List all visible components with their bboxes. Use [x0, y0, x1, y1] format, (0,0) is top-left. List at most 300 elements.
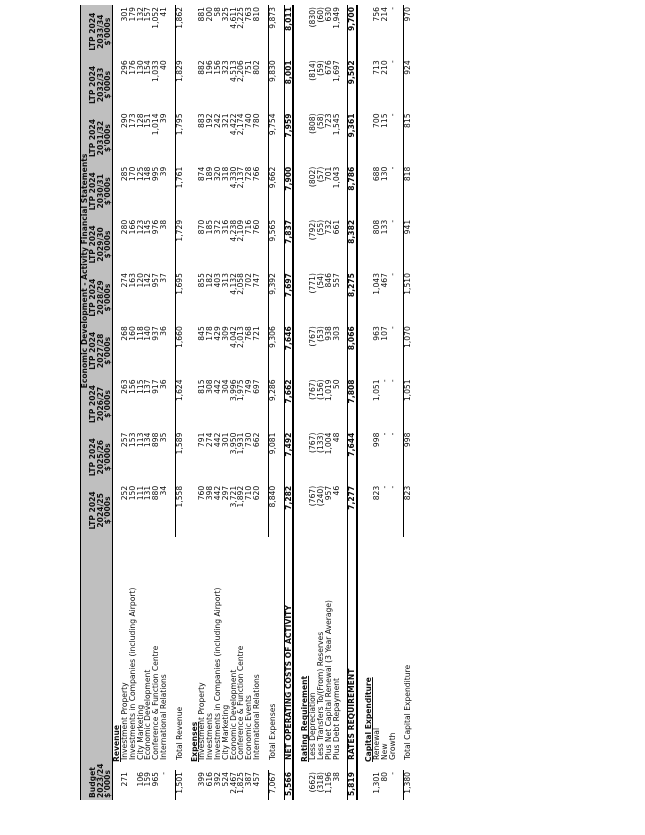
budget-value: 271 [120, 772, 130, 787]
ltp-value: 189 [205, 166, 215, 182]
blank-cell [277, 377, 285, 430]
ltp-value: 467 [379, 273, 389, 288]
ltp-value: 766 [252, 166, 262, 182]
ltp-value: 154 [143, 60, 153, 75]
ltp-value: 723 [323, 113, 333, 128]
capital-row [381, 5, 389, 800]
ltp-value: 883 [197, 113, 207, 128]
ltp-value: 309 [220, 326, 230, 341]
ltp-value: 50 [331, 379, 341, 390]
ltp-value: 39 [159, 113, 169, 124]
ltp-value: 156 [213, 60, 223, 75]
ltp-value: 4,330 [228, 166, 238, 189]
ltp-value: 976 [151, 219, 161, 235]
ltp-value: 701 [323, 166, 333, 182]
row-label: City Marketing [135, 704, 145, 760]
ltp-value: 178 [205, 326, 215, 341]
ltp-value: 3,996 [228, 379, 238, 402]
ltp-header: LTP 2024 [89, 111, 97, 164]
ltp-value: 710 [244, 485, 254, 501]
blank-cell [277, 431, 285, 484]
ltp-value: 662 [252, 432, 262, 448]
ltp-value: 58 [213, 7, 223, 17]
blank-cell [277, 324, 285, 377]
ltp-value: 937 [151, 326, 161, 341]
budget-value: 387 [244, 772, 254, 787]
budget-value: - [387, 772, 397, 775]
ltp-value: 730 [244, 432, 254, 448]
ltp-value: 173 [127, 113, 137, 128]
ltp-value: 3,721 [228, 485, 238, 508]
ltp-value: 1,052 [151, 7, 161, 29]
ltp-value: 280 [120, 219, 130, 235]
ltp-value: 845 [197, 326, 207, 341]
ltp-value: 442 [213, 485, 223, 501]
ltp-value: 898 [151, 432, 161, 448]
ltp-value: 802 [252, 60, 262, 75]
ltp-value: 815 [404, 111, 412, 164]
blank-cell [357, 324, 365, 377]
blank-cell [293, 111, 301, 164]
ltp-value: 313 [220, 273, 230, 288]
ltp-value: 163 [127, 273, 137, 288]
ltp-value: 318 [220, 166, 230, 182]
ltp-value: 1,624 [175, 377, 183, 430]
ltp-value: 3,950 [228, 432, 238, 455]
budget-value: 5,819 [348, 770, 357, 800]
row-label: Plus Net Capital Renewal (3 Year Average) [323, 600, 333, 760]
blank-cell [357, 377, 365, 430]
ltp-value: 768 [244, 326, 254, 341]
row-label: New [379, 743, 389, 760]
ltp-value: 398 [205, 485, 215, 501]
ltp-value: 130 [135, 60, 145, 75]
ltp-value: - [387, 113, 397, 117]
ltp-value: 1,558 [175, 484, 183, 537]
ltp-value: 1,892 [236, 485, 246, 508]
ltp-value: 372 [213, 219, 223, 235]
ltp-value: 442 [213, 432, 223, 448]
ltp-value: 196 [205, 60, 215, 75]
header-row-unit [104, 5, 112, 800]
ltp-value: 1,729 [175, 218, 183, 271]
ltp-value: 7,837 [284, 218, 293, 271]
ltp-value: 268 [120, 326, 130, 341]
ltp-value: 39 [159, 166, 169, 177]
rating-row [333, 5, 341, 800]
budget-value: 1,501 [175, 770, 183, 800]
ltp-header: LTP 2024 [89, 431, 97, 484]
ltp-value: 2,225 [236, 7, 246, 29]
ltp-value: 274 [120, 273, 130, 288]
ltp-value: 823 [372, 485, 381, 501]
budget-value: 399 [197, 772, 207, 787]
ltp-value: 9,502 [348, 58, 357, 111]
ltp-value: 170 [127, 166, 137, 182]
ltp-value: 48 [331, 432, 341, 443]
unit-header: $'000s [104, 377, 112, 430]
unit-header: $'000s [104, 218, 112, 271]
ltp-value: 192 [205, 113, 215, 128]
ltp-value: 8,011 [284, 5, 293, 58]
ltp-value: 760 [252, 219, 262, 235]
ltp-value: 8,275 [348, 271, 357, 324]
ltp-value: 9,565 [268, 218, 276, 271]
blank-cell [184, 770, 191, 800]
budget-value: 524 [220, 772, 230, 787]
statement-title: Economic Development - Activity Financial Statements [81, 5, 89, 537]
ltp-value: 115 [379, 113, 389, 128]
ltp-value: 2,174 [236, 113, 246, 136]
section-heading: Rating Requirement [300, 675, 310, 762]
row-label: Investments [205, 713, 215, 760]
blank-cell [184, 5, 191, 58]
blank-cell [277, 218, 285, 271]
ltp-value: 4,238 [228, 219, 238, 242]
ltp-value: 2,058 [236, 273, 246, 295]
ltp-header: LTP 2024 [89, 271, 97, 324]
ltp-value: (156) [316, 379, 326, 400]
blank-cell [293, 484, 301, 537]
ltp-value: 732 [323, 219, 333, 235]
budget-value: 1,196 [323, 772, 333, 794]
ltp-value: 1,931 [236, 432, 246, 455]
ltp-value: (133) [316, 432, 326, 454]
ltp-header: LTP 2024 [89, 377, 97, 430]
blank-cell [357, 431, 365, 484]
ltp-value: 297 [220, 485, 230, 501]
ltp-value: 1,695 [175, 271, 183, 324]
blank-cell [184, 484, 191, 537]
ltp-value: 938 [323, 326, 333, 341]
row-label: Investments in Companies (including Airport) [213, 587, 223, 760]
budget-value: 7,067 [268, 770, 276, 800]
ltp-value: 325 [220, 7, 230, 22]
ltp-value: 557 [331, 273, 341, 288]
ltp-value: 917 [151, 379, 161, 394]
ltp-value: 403 [213, 273, 223, 288]
year-header: 2032/33 [97, 58, 105, 111]
ltp-value: 880 [151, 485, 161, 501]
ltp-value: 323 [220, 60, 230, 75]
ltp-value: 1,862 [175, 5, 183, 58]
ltp-value: 661 [331, 219, 341, 235]
ltp-value: 134 [143, 432, 153, 448]
ltp-value: 882 [197, 60, 207, 75]
ltp-value: 9,754 [268, 111, 276, 164]
row-label: Investments in Companies (including Airport) [127, 587, 137, 760]
year-header: 2027/28 [97, 324, 105, 377]
ltp-value: 308 [205, 379, 215, 394]
ltp-value: 123 [135, 219, 145, 235]
ltp-value: 756 [372, 7, 381, 22]
row-label: Plus Debt Repayment [331, 677, 341, 760]
blank-cell [277, 58, 285, 111]
unit-header: $'000s [104, 484, 112, 537]
ltp-value: 316 [220, 219, 230, 235]
ltp-value: 9,873 [268, 5, 276, 58]
unit-header: $'000s [104, 431, 112, 484]
ltp-value: 1,949 [331, 7, 341, 29]
ltp-value: 721 [252, 326, 262, 341]
ltp-value: 321 [220, 113, 230, 128]
row-label: Total Capital Expenditure [403, 664, 413, 760]
blank-cell [184, 377, 191, 430]
budget-value: 1,301 [372, 772, 381, 794]
ltp-header: LTP 2024 [89, 484, 97, 537]
ltp-value: 1,019 [323, 379, 333, 402]
blank-cell [293, 218, 301, 271]
section-heading: Capital Expenditure [364, 677, 374, 762]
ltp-value: 7,282 [284, 484, 293, 537]
ltp-value: 2,137 [236, 166, 246, 189]
ltp-value: 2,013 [236, 326, 246, 348]
row-label: Less Transfers To/(From) Reserves [316, 631, 326, 760]
row-label: International Relations [252, 674, 262, 760]
ltp-value: 1,545 [331, 113, 341, 136]
spacer-row [184, 5, 191, 800]
budget-value: 457 [252, 772, 262, 787]
ltp-value: 700 [372, 113, 381, 128]
budget-year-header: 2023/24 [97, 537, 105, 800]
ltp-value: (57) [316, 166, 326, 183]
ltp-value: 125 [135, 166, 145, 182]
unit-header: $'000s [104, 271, 112, 324]
row-label: NET OPERATING COSTS OF ACTIVITY [284, 537, 293, 770]
ltp-value: 118 [135, 326, 145, 341]
ltp-value: 304 [220, 379, 230, 394]
ltp-value: 688 [372, 166, 381, 182]
budget-value: 1,380 [404, 770, 412, 800]
blank-cell [293, 58, 301, 111]
ltp-value: 702 [244, 273, 254, 288]
financial-table [80, 5, 412, 800]
ltp-value: 46 [331, 485, 341, 496]
budget-value: (662) [308, 772, 318, 793]
ltp-value: 133 [379, 219, 389, 235]
year-header: 2026/27 [97, 377, 105, 430]
ltp-value: 810 [252, 7, 262, 22]
ltp-value: 924 [404, 58, 412, 111]
ltp-value: 957 [323, 485, 333, 501]
budget-unit-header: $'000s [104, 537, 112, 800]
ltp-value: 8,066 [348, 324, 357, 377]
ltp-value: 150 [127, 485, 137, 501]
rates-requirement-row [348, 5, 357, 800]
unit-header: $'000s [104, 324, 112, 377]
ltp-value: 214 [379, 7, 389, 22]
ltp-value: 140 [143, 326, 153, 341]
ltp-value: 131 [143, 485, 153, 501]
ltp-value: 210 [379, 60, 389, 75]
row-label: Economic Development [228, 669, 238, 760]
ltp-value: 36 [159, 379, 169, 390]
ltp-value: (771) [308, 273, 318, 294]
ltp-header: LTP 2024 [89, 58, 97, 111]
ltp-value: 874 [197, 166, 207, 182]
ltp-value: - [387, 379, 397, 383]
ltp-value: 37 [159, 273, 169, 283]
ltp-value: 970 [404, 5, 412, 58]
ltp-value: 157 [143, 7, 153, 22]
ltp-value: 200 [205, 7, 215, 22]
blank-cell [293, 377, 301, 430]
ltp-value: 9,306 [268, 324, 276, 377]
ltp-value: 166 [127, 219, 137, 235]
ltp-value: 160 [127, 326, 137, 341]
section-heading: Revenue [112, 724, 122, 762]
ltp-value: 963 [372, 326, 381, 341]
ltp-value: 751 [244, 60, 254, 75]
blank-cell [293, 5, 301, 58]
row-label: Investment Property [120, 682, 130, 760]
ltp-value: (814) [308, 60, 318, 81]
ltp-value: 676 [323, 60, 333, 75]
ltp-value: 9,392 [268, 271, 276, 324]
year-header: 2028/29 [97, 271, 105, 324]
budget-value: 106 [135, 772, 145, 787]
ltp-value: 132 [135, 7, 145, 22]
ltp-value: 153 [127, 432, 137, 448]
ltp-value: 111 [135, 485, 145, 501]
ltp-value: 8,001 [284, 58, 293, 111]
ltp-value: 34 [159, 485, 169, 496]
ltp-value: (767) [308, 379, 318, 400]
budget-value: 2,467 [228, 772, 238, 794]
ltp-value: 9,361 [348, 111, 357, 164]
ltp-value: 7,697 [284, 271, 293, 324]
ltp-value: 7,646 [284, 324, 293, 377]
ltp-value: (53) [316, 326, 326, 342]
ltp-value: 760 [197, 485, 207, 501]
budget-value: 392 [213, 772, 223, 787]
row-label: Growth [387, 732, 397, 760]
ltp-value: - [387, 432, 397, 436]
unit-header: $'000s [104, 58, 112, 111]
ltp-value: 137 [143, 379, 153, 394]
ltp-value: 1,795 [175, 111, 183, 164]
unit-header: $'000s [104, 165, 112, 218]
ltp-value: - [387, 326, 397, 329]
budget-value: 1,825 [236, 772, 246, 794]
ltp-value: 870 [197, 219, 207, 235]
ltp-value: 4,042 [228, 326, 238, 348]
blank-cell [277, 271, 285, 324]
ltp-value: 179 [127, 7, 137, 22]
blank-cell [277, 484, 285, 537]
ltp-value: 1,070 [404, 324, 412, 377]
ltp-value: 9,830 [268, 58, 276, 111]
ltp-value: 1,829 [175, 58, 183, 111]
total-capital-row [404, 5, 412, 800]
ltp-value: 1,004 [323, 432, 333, 455]
blank-cell [184, 58, 191, 111]
budget-value: 616 [205, 772, 215, 787]
blank-cell [357, 271, 365, 324]
ltp-header: LTP 2024 [89, 5, 97, 58]
ltp-value: - [387, 485, 397, 489]
ltp-value: 846 [323, 273, 333, 288]
total-revenue-row [175, 5, 183, 800]
revenue-row [160, 5, 168, 800]
ltp-value: 823 [404, 484, 412, 537]
blank-cell [293, 770, 301, 800]
ltp-value: 40 [159, 60, 169, 70]
ltp-value: 442 [213, 379, 223, 394]
ltp-value: 1,697 [331, 60, 341, 83]
ltp-value: 780 [252, 113, 262, 128]
ltp-value: 8,382 [348, 218, 357, 271]
ltp-value: 7,277 [348, 484, 357, 537]
ltp-value: 630 [323, 7, 333, 22]
spacer-row [277, 5, 285, 800]
unit-header: $'000s [104, 5, 112, 58]
ltp-value: - [387, 219, 397, 223]
budget-value: (318) [316, 772, 326, 793]
ltp-value: 285 [120, 166, 130, 182]
ltp-value: 697 [252, 379, 262, 394]
ltp-value: 763 [244, 7, 254, 22]
ltp-value: 185 [205, 219, 215, 235]
ltp-value: 9,662 [268, 165, 276, 218]
ltp-value: 998 [372, 432, 381, 448]
ltp-value: 1,975 [236, 379, 246, 402]
ltp-value: 182 [205, 273, 215, 288]
ltp-value: (767) [308, 485, 318, 507]
ltp-value: 747 [252, 273, 262, 288]
row-label: Renewal [372, 727, 381, 760]
budget-value: 159 [143, 772, 153, 787]
blank-cell [293, 165, 301, 218]
ltp-value: 9,700 [348, 5, 357, 58]
ltp-value: 9,081 [268, 431, 276, 484]
ltp-value: 1,589 [175, 431, 183, 484]
ltp-value: 130 [379, 166, 389, 182]
blank-cell [277, 537, 285, 770]
blank-cell [184, 324, 191, 377]
ltp-value: 2,109 [236, 219, 246, 242]
blank-cell [357, 111, 365, 164]
ltp-value: (830) [308, 7, 318, 28]
ltp-value: 881 [197, 7, 207, 22]
row-label: International Relations [159, 674, 169, 760]
row-label: Total Revenue [174, 706, 184, 760]
blank-cell [357, 484, 365, 537]
ltp-value: (802) [308, 166, 318, 188]
section-heading: Expenses [189, 721, 199, 762]
ltp-value: 128 [135, 113, 145, 128]
ltp-value: 818 [404, 165, 412, 218]
ltp-value: 252 [120, 485, 130, 501]
ltp-value: 8,840 [268, 484, 276, 537]
ltp-value: 296 [120, 60, 130, 75]
ltp-value: 429 [213, 326, 223, 341]
ltp-value: 7,644 [348, 431, 357, 484]
blank-cell [184, 431, 191, 484]
ltp-value: 728 [244, 166, 254, 182]
row-label: RATES REQUIREMENT [348, 537, 357, 770]
ltp-value: 151 [143, 113, 153, 128]
ltp-value: 263 [120, 379, 130, 394]
ltp-value: 1,761 [175, 165, 183, 218]
blank-cell [81, 537, 89, 800]
expense-row [253, 5, 261, 800]
ltp-value: 115 [135, 379, 145, 394]
ltp-value: 303 [331, 326, 341, 341]
blank-cell [277, 165, 285, 218]
row-label: Conference & Function Centre [236, 645, 246, 760]
ltp-value: - [379, 485, 389, 489]
